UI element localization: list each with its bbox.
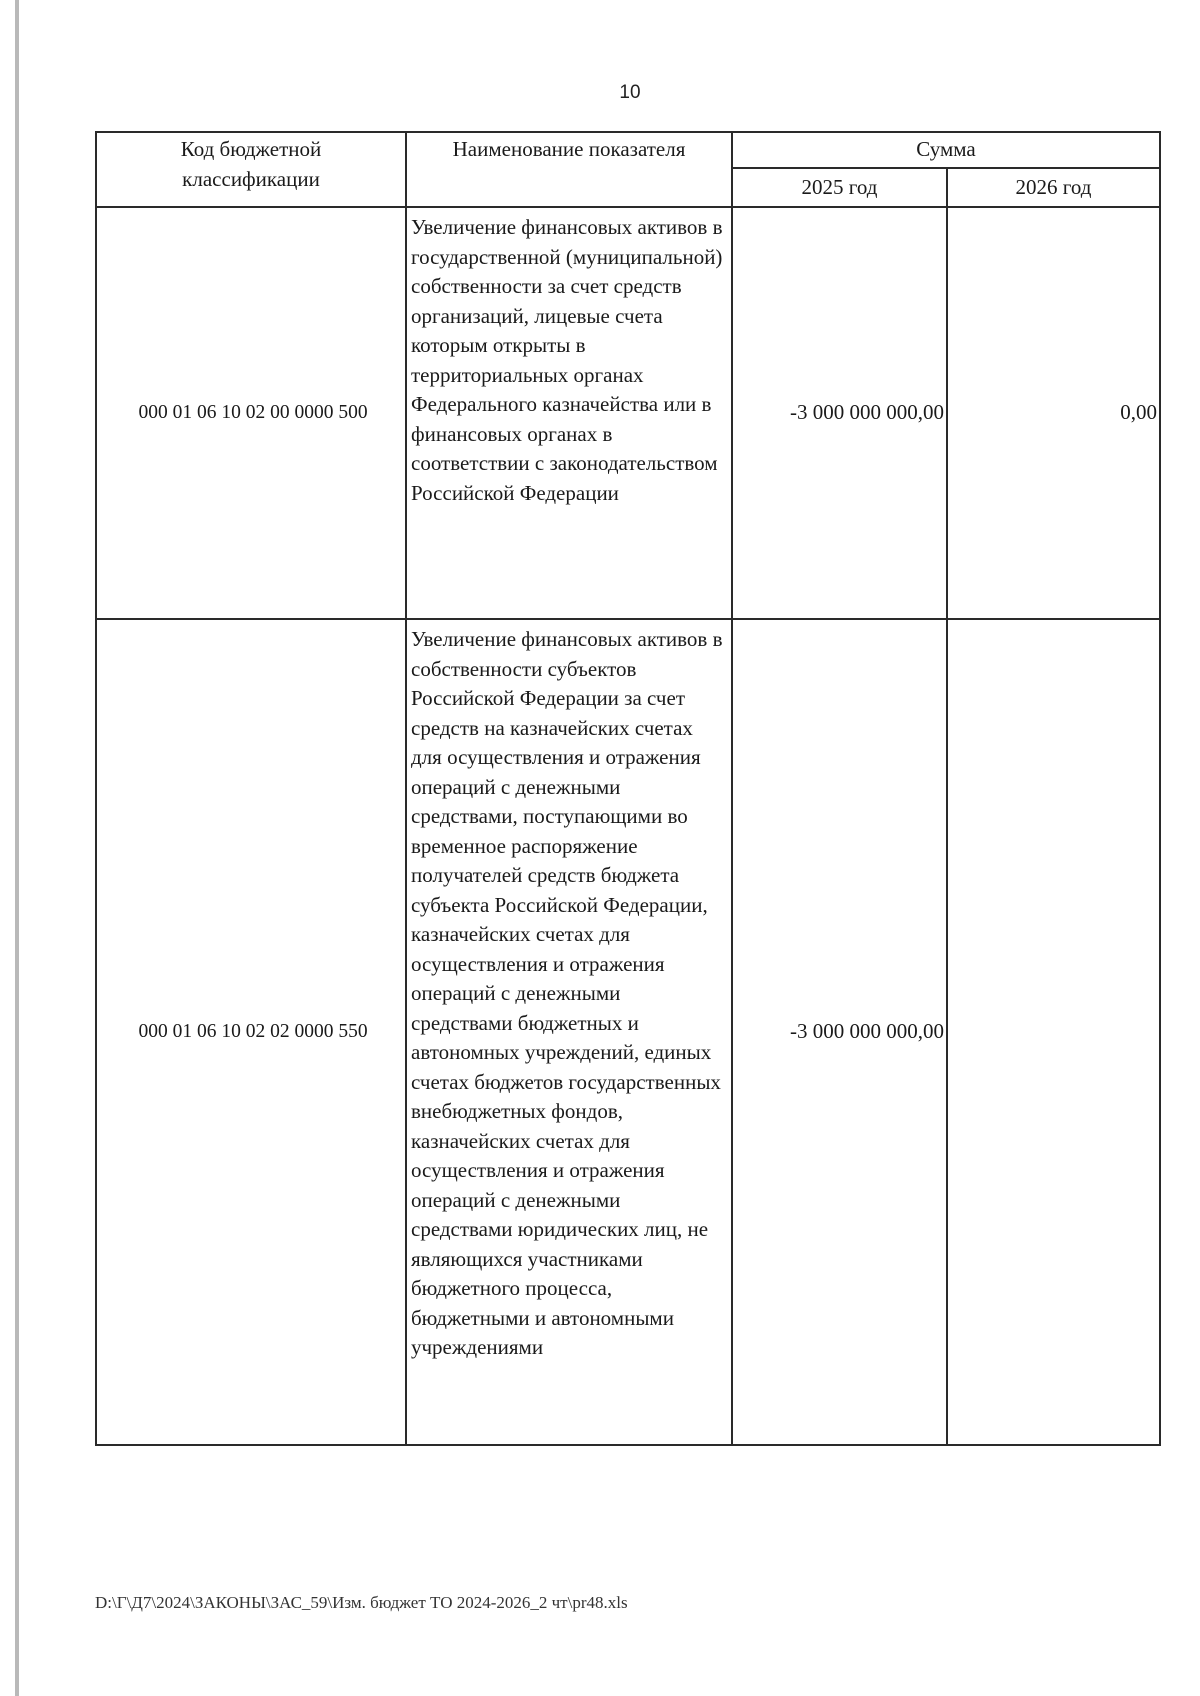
row-name: Увеличение финансовых активов в собственности субъектов Российской Федерации за счет средств на казначейских счетах для осуществления и отражения операций с денежными средствами, поступающими во временное распоряжение получателей средств бюджета субъекта Российской Федерации, казначейских счетах для осуществления и отражения операций с денежными средствами бюджетных и автономных учреждений, единых счетах бюджетов государственных внебюджетных фондов, казначейских счетах для осуществления и отражения операций с денежными средствами юридических лиц, не являющихся участниками бюджетного процесса, бюджетными и автономными учреждениями xyxy=(406,619,732,1445)
page-left-edge xyxy=(15,0,19,1696)
row-amount-2025: -3 000 000 000,00 xyxy=(732,619,947,1445)
header-year-2025: 2025 год xyxy=(732,168,947,207)
budget-table xyxy=(95,131,1161,1446)
row-name: Увеличение финансовых активов в государственной (муниципальной) собственности за счет средств организаций, лицевые счета которым открыты в территориальных органах Федерального казначейства или в финансовых органах в соответствии с законодательством Российской Федерации xyxy=(406,207,732,619)
table-row xyxy=(96,619,1160,1445)
page-number: 10 xyxy=(619,82,641,103)
table-row xyxy=(96,207,1160,619)
header-year-2026: 2026 год xyxy=(947,168,1160,207)
table-header-row xyxy=(96,132,1160,168)
header-sum: Сумма xyxy=(732,132,1160,168)
row-amount-2026: 0,00 xyxy=(947,207,1160,619)
row-amount-2025: -3 000 000 000,00 xyxy=(732,207,947,619)
row-amount-2026 xyxy=(947,619,1160,1445)
row-code: 000 01 06 10 02 02 0000 550 xyxy=(96,619,406,1445)
header-code: Код бюджетной классификации xyxy=(96,132,406,207)
file-path-footer: D:\Г\Д7\2024\ЗАКОНЫ\ЗАС_59\Изм. бюджет ТО 2024-2026_2 чт\pr48.xls xyxy=(95,1593,628,1612)
header-name: Наименование показателя xyxy=(406,132,732,207)
row-code: 000 01 06 10 02 00 0000 500 xyxy=(96,207,406,619)
